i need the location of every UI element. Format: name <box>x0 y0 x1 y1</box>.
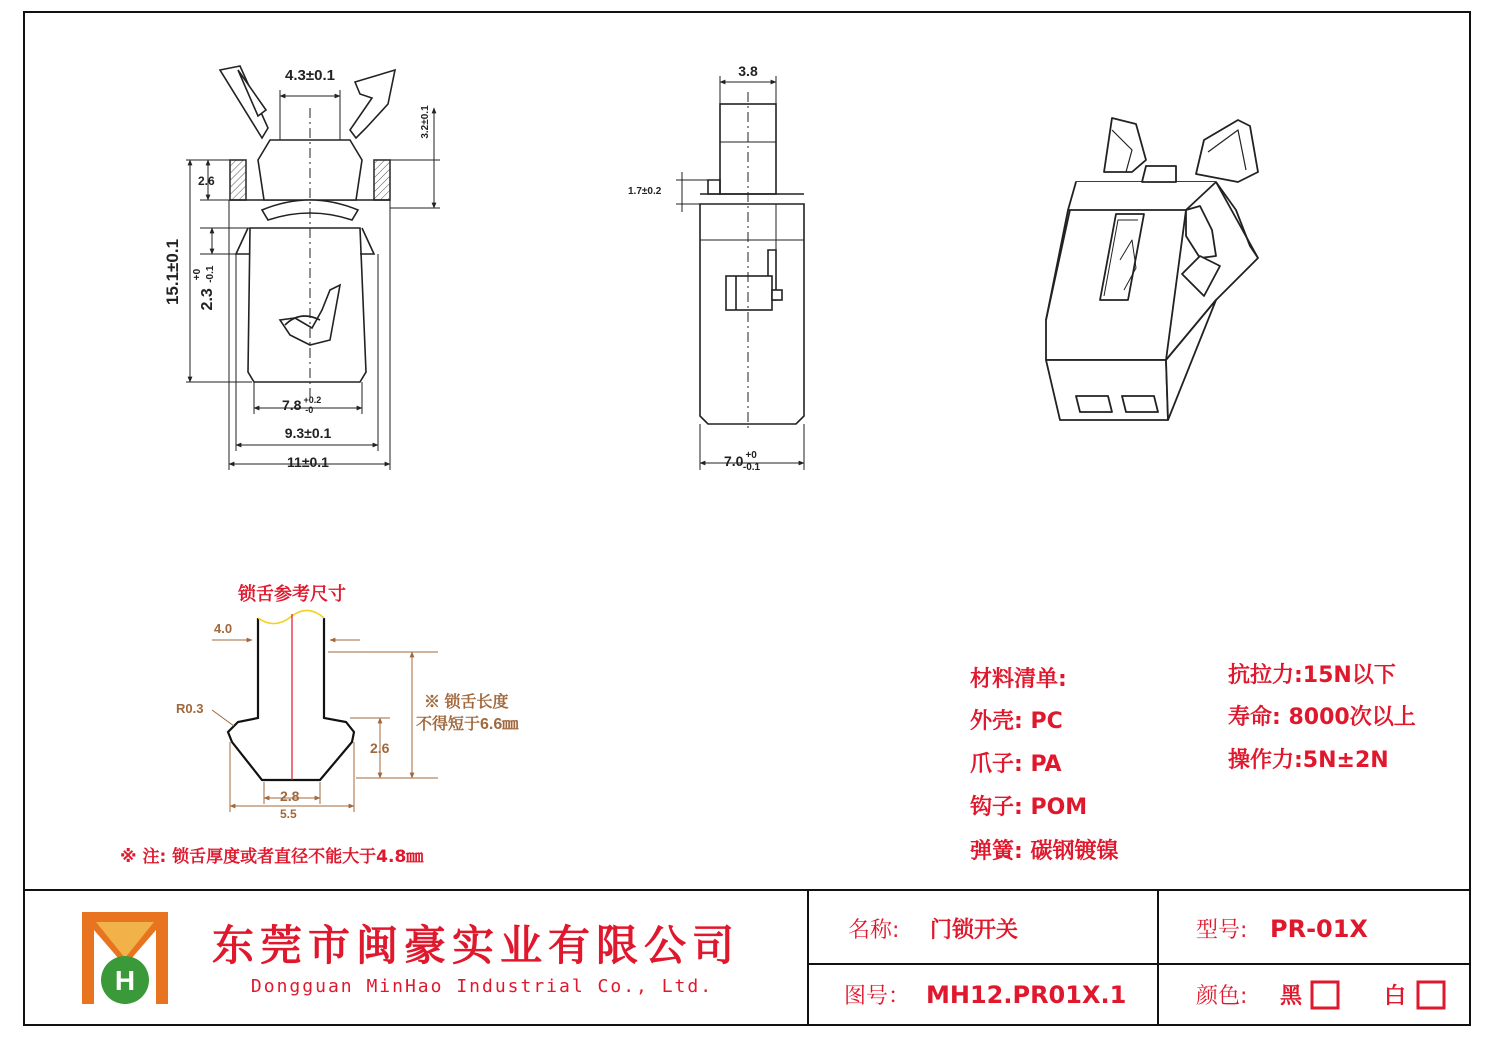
color-label: 颜色: <box>1196 984 1248 1009</box>
dim-inner-base: 7.8 <box>282 397 302 413</box>
tongue-dim-4: 4.0 <box>214 621 233 636</box>
spec-left-2: 爪子: PA <box>970 752 1062 777</box>
tongue-title: 锁舌参考尺寸 <box>238 584 346 605</box>
tongue-dim-26: 2.6 <box>370 740 390 756</box>
spec-left-1: 外壳: PC <box>970 709 1063 734</box>
company-name-cn: 东莞市闽豪实业有限公司 <box>211 921 741 970</box>
spec-right-2: 操作力:5N±2N <box>1228 748 1389 773</box>
color-white-label: 白 <box>1384 984 1407 1009</box>
isometric-view <box>1046 118 1258 420</box>
dim-overall-width: 11±0.1 <box>287 454 329 470</box>
dim-side-width-minus: -0.1 <box>742 462 761 473</box>
tongue-note-line1: ※ 锁舌长度 <box>424 694 509 711</box>
dim-sub-height-plus: +0 <box>192 268 203 281</box>
spec-right-1: 寿命: 8000次以上 <box>1228 705 1416 730</box>
dim-claw-height: 3.2±0.1 <box>420 105 431 139</box>
dim-inner-minus: -0 <box>305 405 314 415</box>
name-label: 名称: <box>848 918 900 943</box>
spec-left-0: 材料清单: <box>970 667 1067 692</box>
dim-plunger-width: 3.8 <box>738 63 758 79</box>
drawing-label: 图号： <box>844 984 911 1009</box>
tongue-dim-55: 5.5 <box>280 807 297 821</box>
dim-side-width-plus: +0 <box>745 450 757 461</box>
front-view <box>220 66 395 398</box>
color-black-label: 黑 <box>1280 984 1303 1009</box>
spec-right-0: 抗拉力:15N以下 <box>1228 663 1396 688</box>
specs-right <box>1228 662 1416 773</box>
dim-body-width: 9.3±0.1 <box>284 425 332 441</box>
dim-flange: 2.6 <box>198 174 215 188</box>
dim-side-width <box>724 450 761 473</box>
drawing-value: MH12.PR01X.1 <box>926 981 1127 1009</box>
color-black-checkbox[interactable] <box>1312 982 1338 1008</box>
dim-height: 15.1±0.1 <box>163 238 182 306</box>
dim-sub-height <box>192 265 216 310</box>
spec-left-4: 弹簧: 碳钢镀镍 <box>970 839 1119 864</box>
company-logo <box>82 912 168 1004</box>
dim-inner-plus: +0.2 <box>303 395 322 405</box>
tongue-footnote: ※ 注: 锁舌厚度或者直径不能大于4.8㎜ <box>120 847 424 867</box>
model-value: PR-01X <box>1270 915 1368 943</box>
color-white-checkbox[interactable] <box>1418 982 1444 1008</box>
tongue-note-line2: 不得短于6.6㎜ <box>416 716 519 733</box>
dim-side-width-base: 7.0 <box>724 453 744 469</box>
dim-sub-height-base: 2.3 <box>199 288 216 311</box>
tongue-view <box>228 610 354 780</box>
tongue-radius: R0.3 <box>176 701 204 716</box>
company-name-en: Dongguan MinHao Industrial Co., Ltd. <box>250 976 714 997</box>
logo-letter: H <box>114 965 136 996</box>
spec-left-3: 钩子: POM <box>970 795 1088 820</box>
specs-left <box>970 666 1118 864</box>
name-value: 门锁开关 <box>930 918 1019 943</box>
dim-inner <box>282 395 321 415</box>
model-label: 型号: <box>1196 918 1248 943</box>
dim-sub-height-minus: -0.1 <box>205 265 216 283</box>
dim-step: 1.7±0.2 <box>628 186 662 197</box>
tongue-dim-28: 2.8 <box>280 788 300 804</box>
dim-top-width: 4.3±0.1 <box>285 67 335 84</box>
side-view <box>700 92 804 432</box>
